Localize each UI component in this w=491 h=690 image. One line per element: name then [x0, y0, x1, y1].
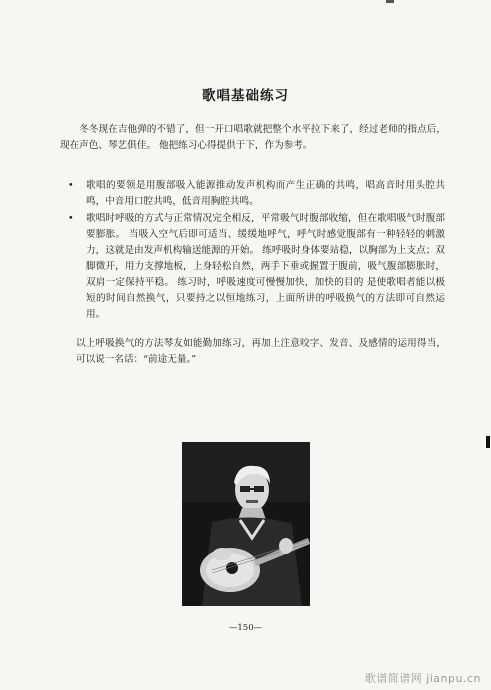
list-item-text: 歌唱的要领是用腹部吸入能源推动发声机构而产生正确的共鸣，唱高音时用头腔共鸣，中音用口腔共鸣，低音用胸腔共鸣。 — [86, 180, 445, 207]
bullet-marker: • — [68, 213, 74, 224]
guitarist-illustration — [182, 442, 310, 606]
page-title: 歌唱基础练习 — [202, 88, 289, 104]
guitarist-photo — [182, 442, 310, 606]
site-watermark: 歌谱简谱网 jianpu.cn — [364, 672, 481, 685]
scan-mark-top — [386, 0, 394, 3]
page-number: —150— — [228, 623, 263, 633]
bullet-list — [68, 178, 445, 324]
intro-paragraph: 冬冬现在吉他弹的不错了，但一开口唱歌就把整个水平拉下来了，经过老师的指点后，现在声色、琴艺俱佳。 他把练习心得提供于下，作为参考。 — [60, 124, 446, 151]
list-item — [68, 211, 445, 323]
list-item-text: 歌唱时呼吸的方式与正常情况完全相反，平常吸气时腹部收缩，但在歌唱吸气时腹部要膨胀。 当吸入空气后即可适当、缓缓地呼气，呼气时感觉腹部有一种轻轻的刺激力，这就是由发声机构输送能源的开始。 练呼吸时身体要站稳，以胸部为上支点；双脚微开，用力支撑地板，上身轻松自然，两手下垂或握置于腹前，吸气腹部膨胀时，双肩一定保持平稳。 练习时，呼吸速度可慢慢加快，加快的目的 是使歌唱者能以极短的时间自然换气，只要持之以恒地练习，上面所讲的呼吸换气的方法即可自然运用。 — [86, 213, 445, 320]
bullet-marker: • — [68, 180, 74, 191]
outro-paragraph: 以上呼吸换气的方法琴友如能勤加练习，再加上注意咬字、发音、及感情的运用得当，可以说一名话：“前途无量。” — [76, 338, 446, 365]
scan-mark-edge — [486, 436, 490, 448]
list-item — [68, 178, 445, 210]
